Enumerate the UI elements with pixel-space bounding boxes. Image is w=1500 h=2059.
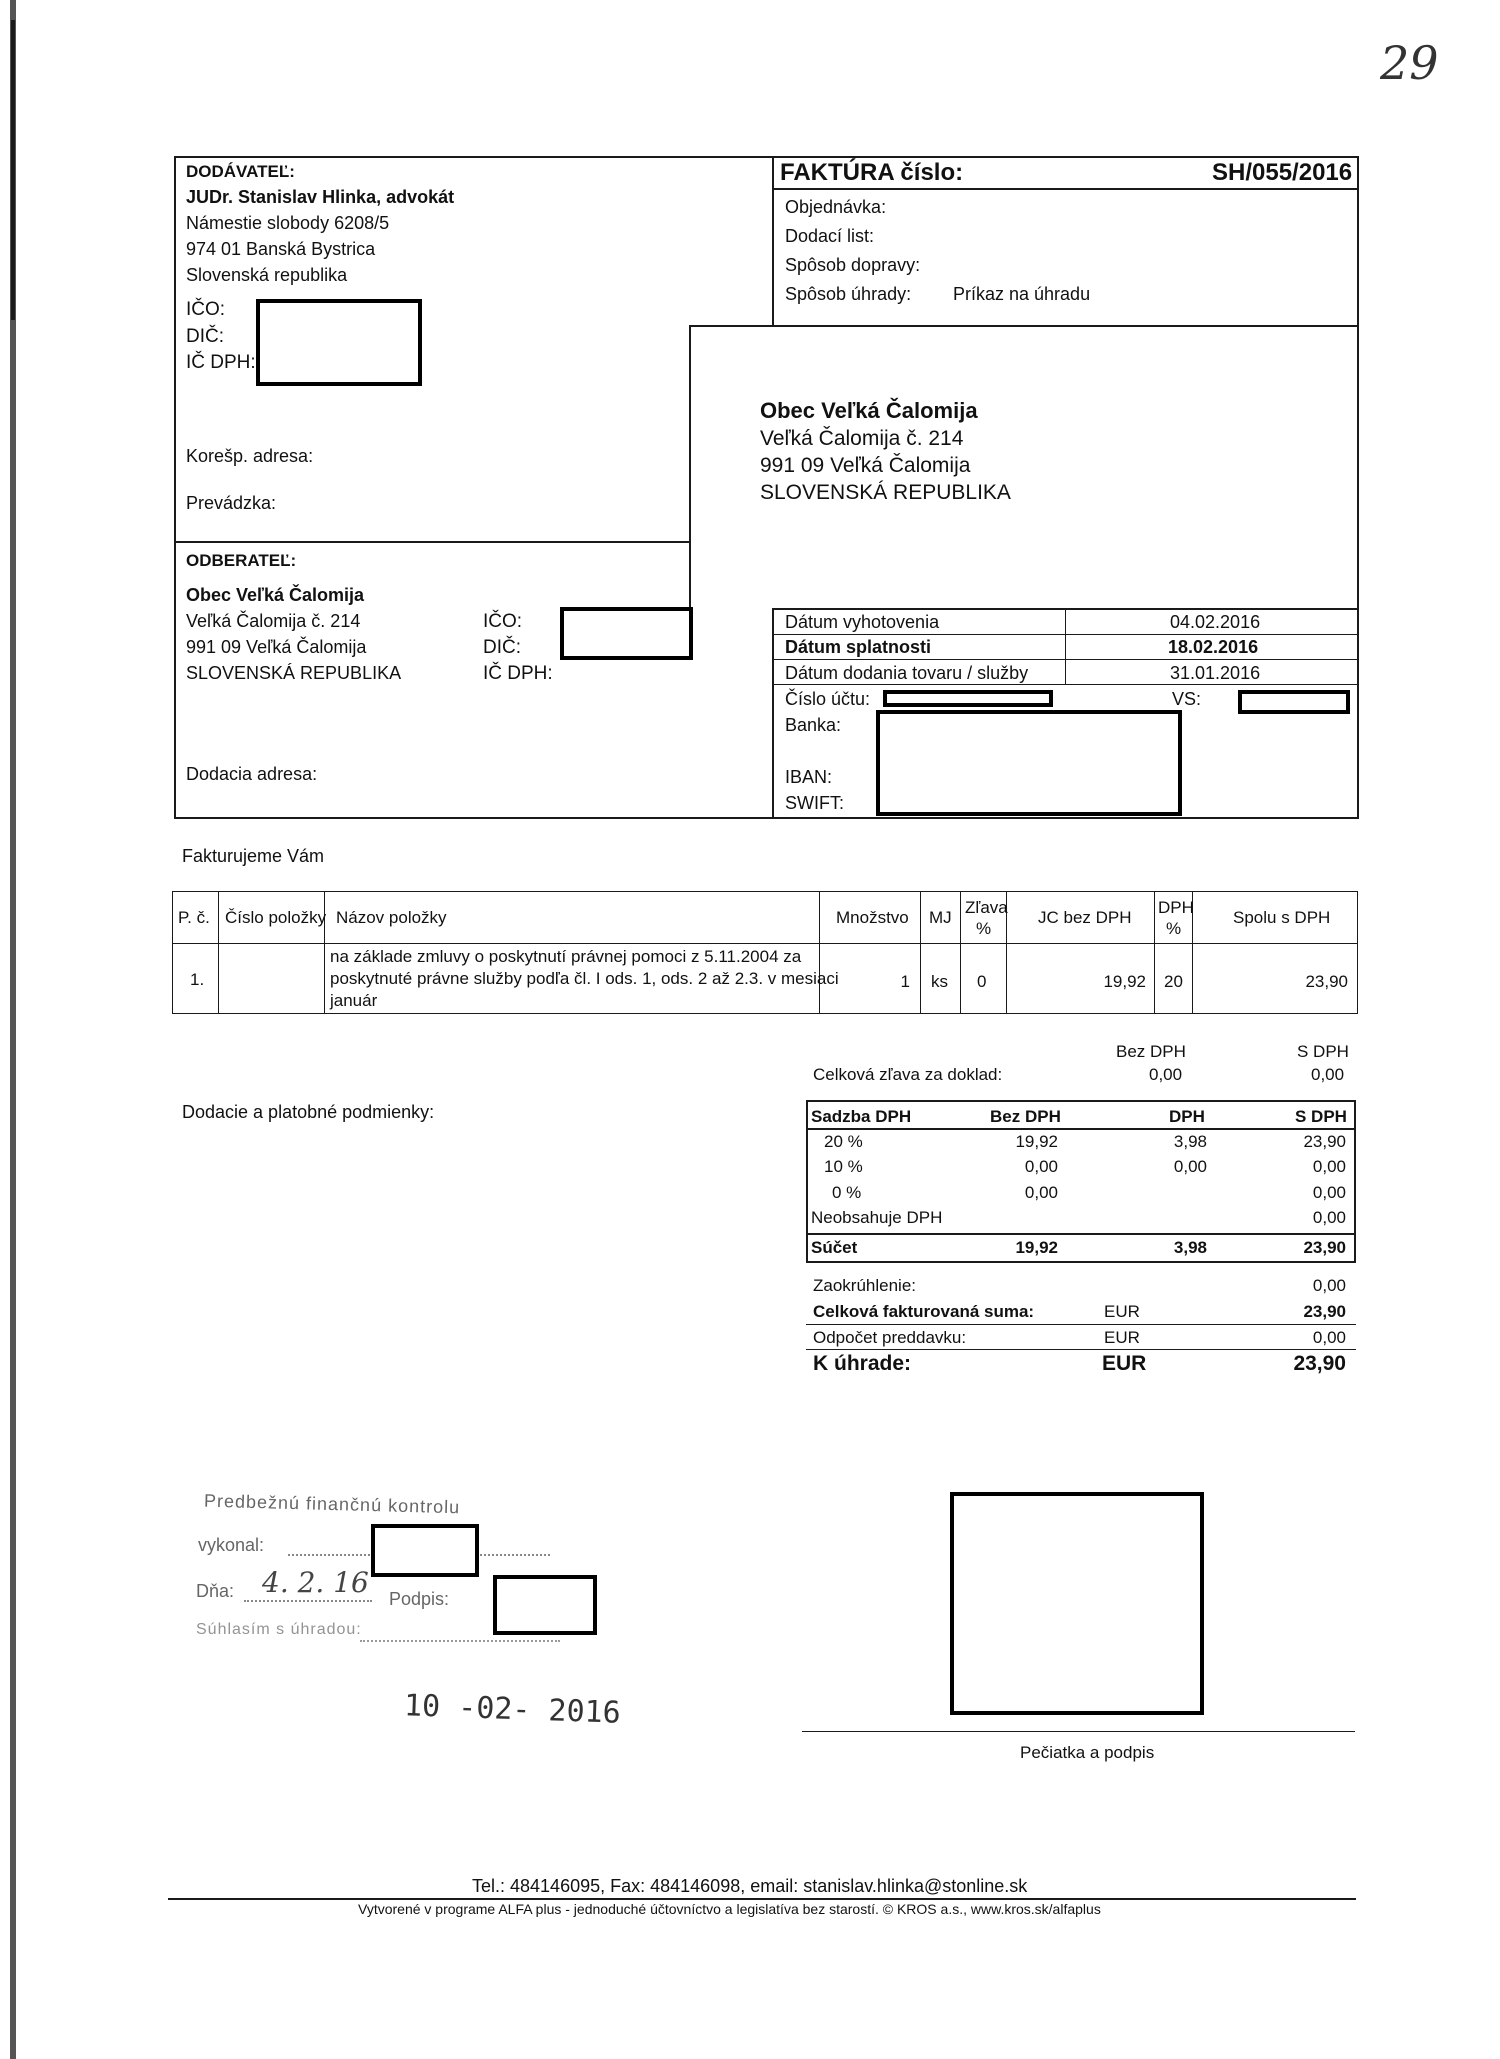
stamp-date-handwritten: 4. 2. 16 <box>262 1566 369 1599</box>
advance-underline <box>806 1349 1356 1350</box>
stamp-line4-dots <box>360 1640 560 1642</box>
col-header-no: P. č. <box>178 908 210 927</box>
discount-label: Celková zľava za doklad: <box>813 1065 1003 1084</box>
supplier-divider-v <box>772 156 774 326</box>
footer-line <box>168 1898 1356 1900</box>
vat-sum-top <box>806 1233 1356 1235</box>
col-header-name: Názov položky <box>336 908 447 927</box>
stamp-sign-label: Podpis: <box>389 1589 450 1609</box>
vat-sum-label: Súčet <box>811 1238 858 1257</box>
item-total: 23,90 <box>1305 972 1348 991</box>
total-underline <box>806 1324 1356 1325</box>
customer-city: 991 09 Veľká Čalomija <box>186 637 367 657</box>
recipient-left-border <box>689 325 691 610</box>
signature-label: Pečiatka a podpis <box>1020 1743 1155 1762</box>
footer-contact: Tel.: 484146095, Fax: 484146098, email: stanislav.hlinka@stonline.sk <box>472 1876 1028 1896</box>
vat-sum-bottom <box>806 1261 1356 1263</box>
stamp-date-dots <box>244 1600 372 1602</box>
total-value: 23,90 <box>1303 1302 1346 1321</box>
due-label: Dátum splatnosti <box>785 637 932 657</box>
redaction-bank <box>876 710 1182 816</box>
item-name-line2: poskytnuté právne služby podľa čl. I ods. 1, ods. 2 až 2.3. v mesiaci <box>330 969 839 988</box>
vat-s: 0,00 <box>1312 1157 1346 1176</box>
stamp-line4: Súhlasím s úhradou: <box>196 1621 362 1638</box>
dates-left-border <box>772 608 774 819</box>
vat-header-s: S DPH <box>1295 1107 1347 1126</box>
recipient-country: SLOVENSKÁ REPUBLIKA <box>760 481 1011 504</box>
invoice-title: FAKTÚRA číslo: <box>780 159 964 186</box>
supplier-city: 974 01 Banská Bystrica <box>186 239 376 259</box>
items-header-line <box>172 943 1358 944</box>
vat-dph: 3,98 <box>1173 1132 1207 1151</box>
items-col-7 <box>1154 891 1155 1014</box>
stamp-date-label: Dňa: <box>196 1581 235 1601</box>
vat-s: 0,00 <box>1312 1183 1346 1202</box>
payment-value: Príkaz na úhradu <box>953 284 1091 304</box>
item-name-line3: január <box>330 991 378 1010</box>
vat-rate: 10 % <box>824 1157 863 1176</box>
swift-label: SWIFT: <box>785 793 844 813</box>
col-header-unit-price: JC bez DPH <box>1038 908 1132 927</box>
dates-col <box>1065 608 1066 684</box>
transport-label: Spôsob dopravy: <box>785 255 921 275</box>
scan-edge-left-dark <box>11 20 15 320</box>
vat-header-bez: Bez DPH <box>990 1107 1061 1126</box>
rounding-label: Zaokrúhlenie: <box>813 1276 917 1295</box>
rounding-value: 0,00 <box>1312 1276 1346 1295</box>
col-header-total: Spolu s DPH <box>1233 908 1331 927</box>
redaction-customer-ids <box>560 607 693 660</box>
supplier-dic-label: DIČ: <box>186 326 224 347</box>
pay-label: K úhrade: <box>813 1352 912 1375</box>
customer-street: Veľká Čalomija č. 214 <box>186 611 361 631</box>
discount-col-s: S DPH <box>1297 1042 1349 1061</box>
col-header-code: Číslo položky <box>225 908 327 927</box>
vat-table-right <box>1354 1100 1356 1262</box>
total-currency: EUR <box>1104 1302 1140 1321</box>
item-qty: 1 <box>900 972 910 991</box>
col-header-vat: DPH <box>1158 898 1194 917</box>
signature-line <box>802 1731 1355 1732</box>
col-header-qty: Množstvo <box>836 908 909 927</box>
account-label: Číslo účtu: <box>785 689 871 709</box>
intro-text: Fakturujeme Vám <box>182 846 325 866</box>
item-no: 1. <box>190 970 205 989</box>
redaction-vs <box>1238 690 1350 714</box>
issued-value: 04.02.2016 <box>1170 612 1261 632</box>
delivery-date-value: 31.01.2016 <box>1170 663 1261 683</box>
vat-bez: 0,00 <box>1024 1183 1058 1202</box>
supplier-name: JUDr. Stanislav Hlinka, advokát <box>186 187 455 207</box>
col-header-vat-pct: % <box>1166 919 1182 938</box>
item-name-line1: na základe zmluvy o poskytnutí právnej pomoci z 5.11.2004 za <box>330 947 802 966</box>
vat-header-dph: DPH <box>1169 1107 1205 1126</box>
col-header-disc-pct: % <box>976 919 992 938</box>
customer-country: SLOVENSKÁ REPUBLIKA <box>186 663 402 683</box>
vat-rate: 20 % <box>824 1132 863 1151</box>
stamp-line2: vykonal: <box>198 1535 265 1555</box>
discount-s: 0,00 <box>1311 1065 1345 1084</box>
advance-label: Odpočet preddavku: <box>813 1328 967 1347</box>
vat-s: 0,00 <box>1312 1208 1346 1227</box>
customer-name: Obec Veľká Čalomija <box>186 585 365 605</box>
customer-heading: ODBERATEĽ: <box>186 551 297 570</box>
items-col-1 <box>218 891 219 1014</box>
invoice-title-underline <box>772 188 1359 190</box>
discount-bez: 0,00 <box>1149 1065 1183 1084</box>
items-col-4 <box>920 891 921 1014</box>
vat-sum-dph: 3,98 <box>1173 1238 1207 1257</box>
dates-row3 <box>772 684 1359 685</box>
vat-bez: 19,92 <box>1015 1132 1058 1151</box>
invoice-number: SH/055/2016 <box>1212 159 1353 186</box>
supplier-icdph-label: IČ DPH: <box>186 352 256 373</box>
customer-icdph-label: IČ DPH: <box>483 663 553 684</box>
redaction-stamp-person <box>371 1524 479 1577</box>
redaction-account <box>883 690 1053 707</box>
redaction-supplier-ids <box>256 299 422 386</box>
due-value: 18.02.2016 <box>1168 637 1259 657</box>
vat-bez: 0,00 <box>1024 1157 1058 1176</box>
payment-label: Spôsob úhrady: <box>785 284 912 304</box>
received-stamp-date: 10 -02- 2016 <box>403 1688 622 1731</box>
vat-header-rate: Sadzba DPH <box>811 1107 912 1126</box>
customer-ico-label: IČO: <box>483 611 523 632</box>
items-col-5 <box>960 891 961 1014</box>
discount-col-bez: Bez DPH <box>1116 1042 1186 1061</box>
footer-software: Vytvorené v programe ALFA plus - jednoduché účtovníctvo a legislatíva bez starostí. © KROS a.s., www.kros.sk/alfaplus <box>358 1901 1101 1917</box>
bank-label: Banka: <box>785 715 842 735</box>
vat-header-line <box>806 1128 1356 1130</box>
supplier-koresp-label: Korešp. adresa: <box>186 446 314 466</box>
item-vat: 20 <box>1164 972 1183 991</box>
issued-label: Dátum vyhotovenia <box>785 612 940 632</box>
delivery-date-label: Dátum dodania tovaru / služby <box>785 663 1029 683</box>
vat-table-top <box>806 1100 1356 1102</box>
pay-currency: EUR <box>1102 1352 1147 1375</box>
item-disc: 0 <box>977 972 987 991</box>
vat-table-left <box>806 1100 808 1262</box>
vs-label: VS: <box>1172 689 1202 709</box>
supplier-heading: DODÁVATEĽ: <box>186 162 295 181</box>
recipient-city: 991 09 Veľká Čalomija <box>760 454 971 477</box>
pay-value: 23,90 <box>1293 1352 1346 1375</box>
supplier-prevadzka-label: Prevádzka: <box>186 493 277 513</box>
col-header-unit: MJ <box>929 908 952 927</box>
recipient-name: Obec Veľká Čalomija <box>760 398 978 423</box>
vat-dph: 0,00 <box>1173 1157 1207 1176</box>
supplier-country: Slovenská republika <box>186 265 348 285</box>
col-header-disc: Zľava <box>965 898 1008 917</box>
supplier-bottom-border <box>174 541 689 543</box>
vat-sum-s: 23,90 <box>1303 1238 1346 1257</box>
delivery-note-label: Dodací list: <box>785 226 875 246</box>
redaction-stamp-sign <box>493 1575 597 1635</box>
total-label: Celková fakturovaná suma: <box>813 1302 1035 1321</box>
iban-label: IBAN: <box>785 767 833 787</box>
items-col-3 <box>819 891 820 1014</box>
advance-currency: EUR <box>1104 1328 1140 1347</box>
recipient-top-border <box>689 325 1359 327</box>
vat-sum-bez: 19,92 <box>1015 1238 1058 1257</box>
item-unit-price: 19,92 <box>1103 972 1146 991</box>
supplier-street: Námestie slobody 6208/5 <box>186 213 390 233</box>
recipient-street: Veľká Čalomija č. 214 <box>760 427 964 450</box>
item-unit: ks <box>931 972 948 991</box>
customer-delivery-label: Dodacia adresa: <box>186 764 318 784</box>
order-label: Objednávka: <box>785 197 887 217</box>
vat-rate: Neobsahuje DPH <box>811 1208 943 1227</box>
advance-value: 0,00 <box>1312 1328 1346 1347</box>
page-number-handwritten: 29 <box>1380 36 1439 90</box>
vat-s: 23,90 <box>1303 1132 1346 1151</box>
redaction-signature <box>950 1492 1204 1715</box>
vat-rate: 0 % <box>832 1183 862 1202</box>
terms-label: Dodacie a platobné podmienky: <box>182 1102 435 1122</box>
stamp-line1: Predbežnú finančnú kontrolu <box>203 1490 461 1518</box>
supplier-ico-label: IČO: <box>186 299 226 320</box>
customer-dic-label: DIČ: <box>483 637 521 658</box>
